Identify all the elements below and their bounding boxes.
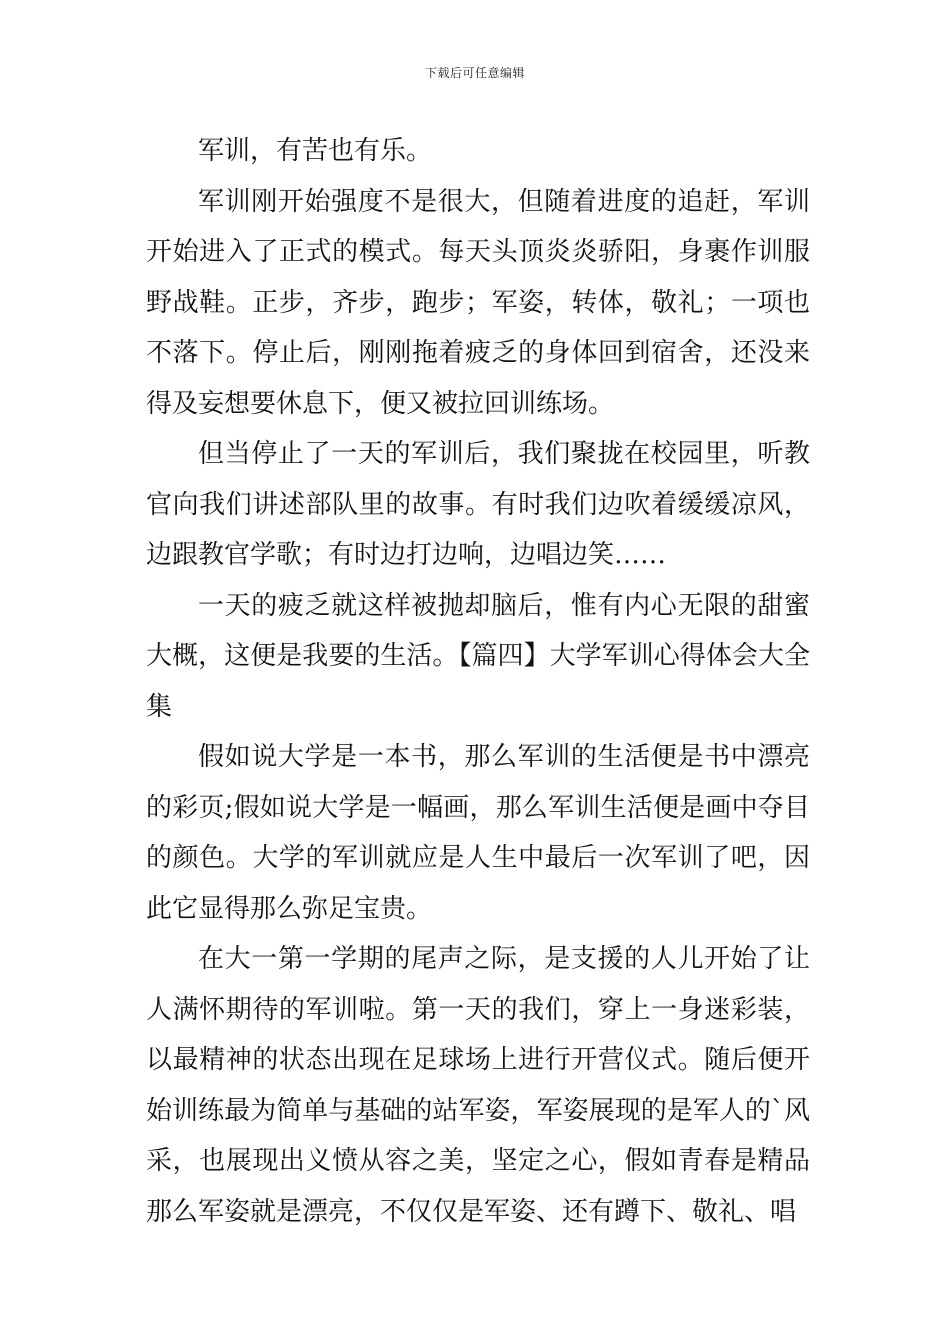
paragraph: 一天的疲乏就这样被抛却脑后，惟有内心无限的甜蜜大概，这便是我要的生活。【篇四】大学军训心得体会大全集: [146, 590, 810, 722]
paragraph: 军训，有苦也有乐。: [198, 136, 433, 166]
paragraph: 军训刚开始强度不是很大，但随着进度的追赶，军训开始进入了正式的模式。每天头顶炎炎骄阳，身裹作训服野战鞋。正步，齐步，跑步；军姿，转体，敬礼；一项也不落下。停止后，刚刚拖着疲乏的身体回到宿舍，还没来得及妄想要休息下，便又被拉回训练场。: [146, 186, 810, 419]
paragraph: 但当停止了一天的军训后，我们聚拢在校园里，听教官向我们讲述部队里的故事。有时我们边吹着缓缓凉风，边跟教官学歌；有时边打边响，边唱边笑……: [146, 439, 810, 570]
paragraph: 假如说大学是一本书，那么军训的生活便是书中漂亮的彩页;假如说大学是一幅画，那么军训生活便是画中夺目的颜色。大学的军训就应是人生中最后一次军训了吧，因此它显得那么弥足宝贵。: [146, 742, 810, 924]
page-header: 下载后可任意编辑: [424, 66, 525, 80]
paragraph: 在大一第一学期的尾声之际，是支援的人儿开始了让人满怀期待的军训啦。第一天的我们，穿上一身迷彩装，以最精神的状态出现在足球场上进行开营仪式。随后便开始训练最为简单与基础的站军姿，军姿展现的是军人的`风采，也展现出义愤从容之美，坚定之心，假如青春是精品那么军姿就是漂亮，不仅仅是军姿、还有蹲下、敬礼、唱: [146, 944, 810, 1227]
document-body: [146, 126, 810, 1237]
